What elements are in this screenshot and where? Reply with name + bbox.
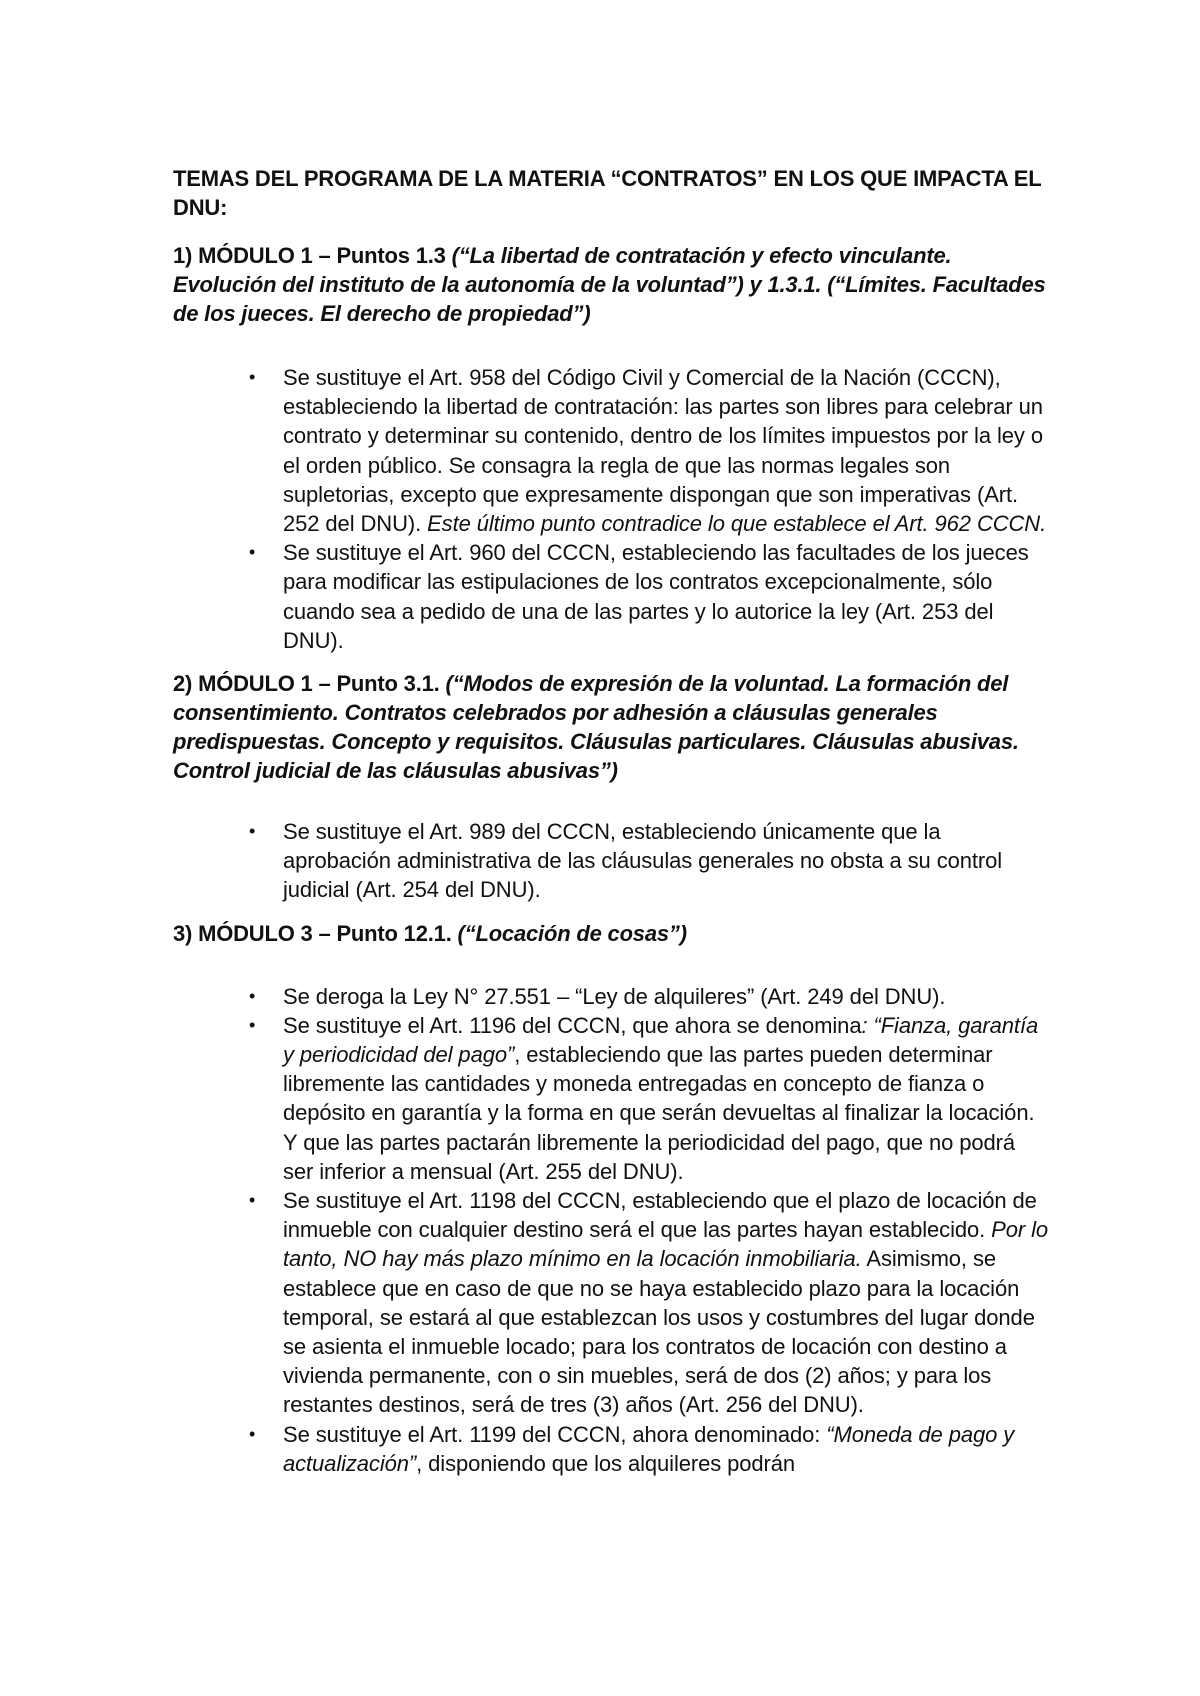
list-item: [173, 1186, 1050, 1420]
list-item: [173, 1011, 1050, 1186]
bullet-icon: •: [249, 1423, 256, 1444]
list-item-text: Se sustituye el Art. 989 del CCCN, estableciendo únicamente que la aprobación administrativa de las cláusulas generales no obsta a su control judicial (Art. 254 del DNU).: [283, 819, 1003, 903]
list-item-text: Se sustituye el Art. 1199 del CCCN, ahora denominado:: [283, 1421, 827, 1447]
list-item-italic-title: “Moneda de pago y actualización”: [283, 1421, 1015, 1476]
bullet-icon: •: [249, 821, 256, 842]
bullet-list: [173, 363, 1050, 655]
bullet-icon: •: [249, 1014, 256, 1035]
list-item-text-continued: Asimismo, se establece que en caso de que no se haya establecido plazo para la locación temporal, se estará al que establezcan los usos y costumbres del lugar donde se asienta el inmueble locado; para los contratos de locación con destino a vivienda permanente, con o sin muebles, será de dos (2) años; y para los restantes destinos, será de tres (3) años (Art. 256 del DNU).: [283, 1246, 1035, 1418]
bullet-list: [173, 982, 1050, 1478]
list-item-italic-note: Por lo tanto, NO hay más plazo mínimo en la locación inmobiliaria.: [283, 1217, 1049, 1272]
section-heading-bold: 2) MÓDULO 1 – Punto 3.1.: [173, 671, 446, 697]
list-item-text: Se sustituye el Art. 958 del Código Civil y Comercial de la Nación (CCCN), estableciendo la libertad de contratación: las partes son libres para celebrar un contrato y determinar su contenido, dentro de los límites impuestos por la ley o el orden público. Se consagra la regla de que las normas legales son supletorias, excepto que expresamente dispongan que son imperativas (Art. 252 del DNU).: [283, 365, 1043, 537]
bullet-icon: •: [249, 985, 256, 1006]
list-item-text: Se sustituye el Art. 960 del CCCN, estableciendo las facultades de los jueces para modificar las estipulaciones de los contratos excepcionalmente, sólo cuando sea a pedido de una de las partes y lo autorice la ley (Art. 253 del DNU).: [283, 540, 1029, 653]
section-heading-modulo-3-punto-12-1: [173, 919, 1050, 948]
section-heading-italic: (“La libertad de contratación y efecto vinculante. Evolución del instituto de la autonomía de la voluntad”) y 1.3.1. (“Límites. Facultades de los jueces. El derecho de propiedad”): [173, 243, 1046, 326]
bullet-icon: •: [249, 367, 256, 387]
list-item-italic-title: : “Fianza, garantía y periodicidad del pago”: [283, 1012, 1039, 1068]
section-heading-italic: (“Locación de cosas”): [457, 920, 687, 946]
list-item-text: Se sustituye el Art. 1198 del CCCN, estableciendo que el plazo de locación de inmueble con cualquier destino será el que las partes hayan establecido.: [283, 1188, 1037, 1243]
list-item: [173, 538, 1050, 655]
list-item-text-continued: , estableciendo que las partes pueden determinar libremente las cantidades y moneda entregadas en concepto de fianza o depósito en garantía y la forma en que serán devueltas al finalizar la locación. Y que las partes pactarán libremente la periodicidad del pago, que no podrá ser inferior a mensual (Art. 255 del DNU).: [283, 1042, 1035, 1184]
list-item-text: Se deroga la Ley N° 27.551 – “Ley de alquileres” (Art. 249 del DNU).: [283, 983, 946, 1009]
list-item: [173, 1420, 1050, 1478]
section-heading-italic: (“Modos de expresión de la voluntad. La formación del consentimiento. Contratos celebrados por adhesión a cláusulas generales predispuestas. Concepto y requisitos. Cláusulas particulares. Cláusulas abusivas. Control judicial de las cláusulas abusivas”): [173, 671, 1019, 784]
list-item-text: Se sustituye el Art. 1196 del CCCN, que ahora se denomina: [283, 1012, 862, 1038]
list-item-italic-note: Este último punto contradice lo que establece el Art. 962 CCCN.: [427, 511, 1047, 537]
list-item: [173, 363, 1050, 538]
section-heading-bold: 1) MÓDULO 1 – Puntos 1.3: [173, 243, 452, 268]
list-item: [173, 817, 1050, 905]
list-item-text-continued: , disponiendo que los alquileres podrán: [416, 1450, 796, 1476]
document-title: TEMAS DEL PROGRAMA DE LA MATERIA “CONTRATOS” EN LOS QUE IMPACTA EL DNU:: [173, 166, 1042, 220]
section-heading-modulo-1-puntos-1-3: [173, 241, 1050, 328]
bullet-icon: •: [249, 542, 256, 563]
section-heading-bold: 3) MÓDULO 3 – Punto 12.1.: [173, 920, 458, 946]
bullet-list: [173, 817, 1050, 905]
section-heading-modulo-1-punto-3-1: [173, 669, 1050, 785]
bullet-icon: •: [249, 1190, 256, 1211]
list-item: [173, 982, 1050, 1011]
